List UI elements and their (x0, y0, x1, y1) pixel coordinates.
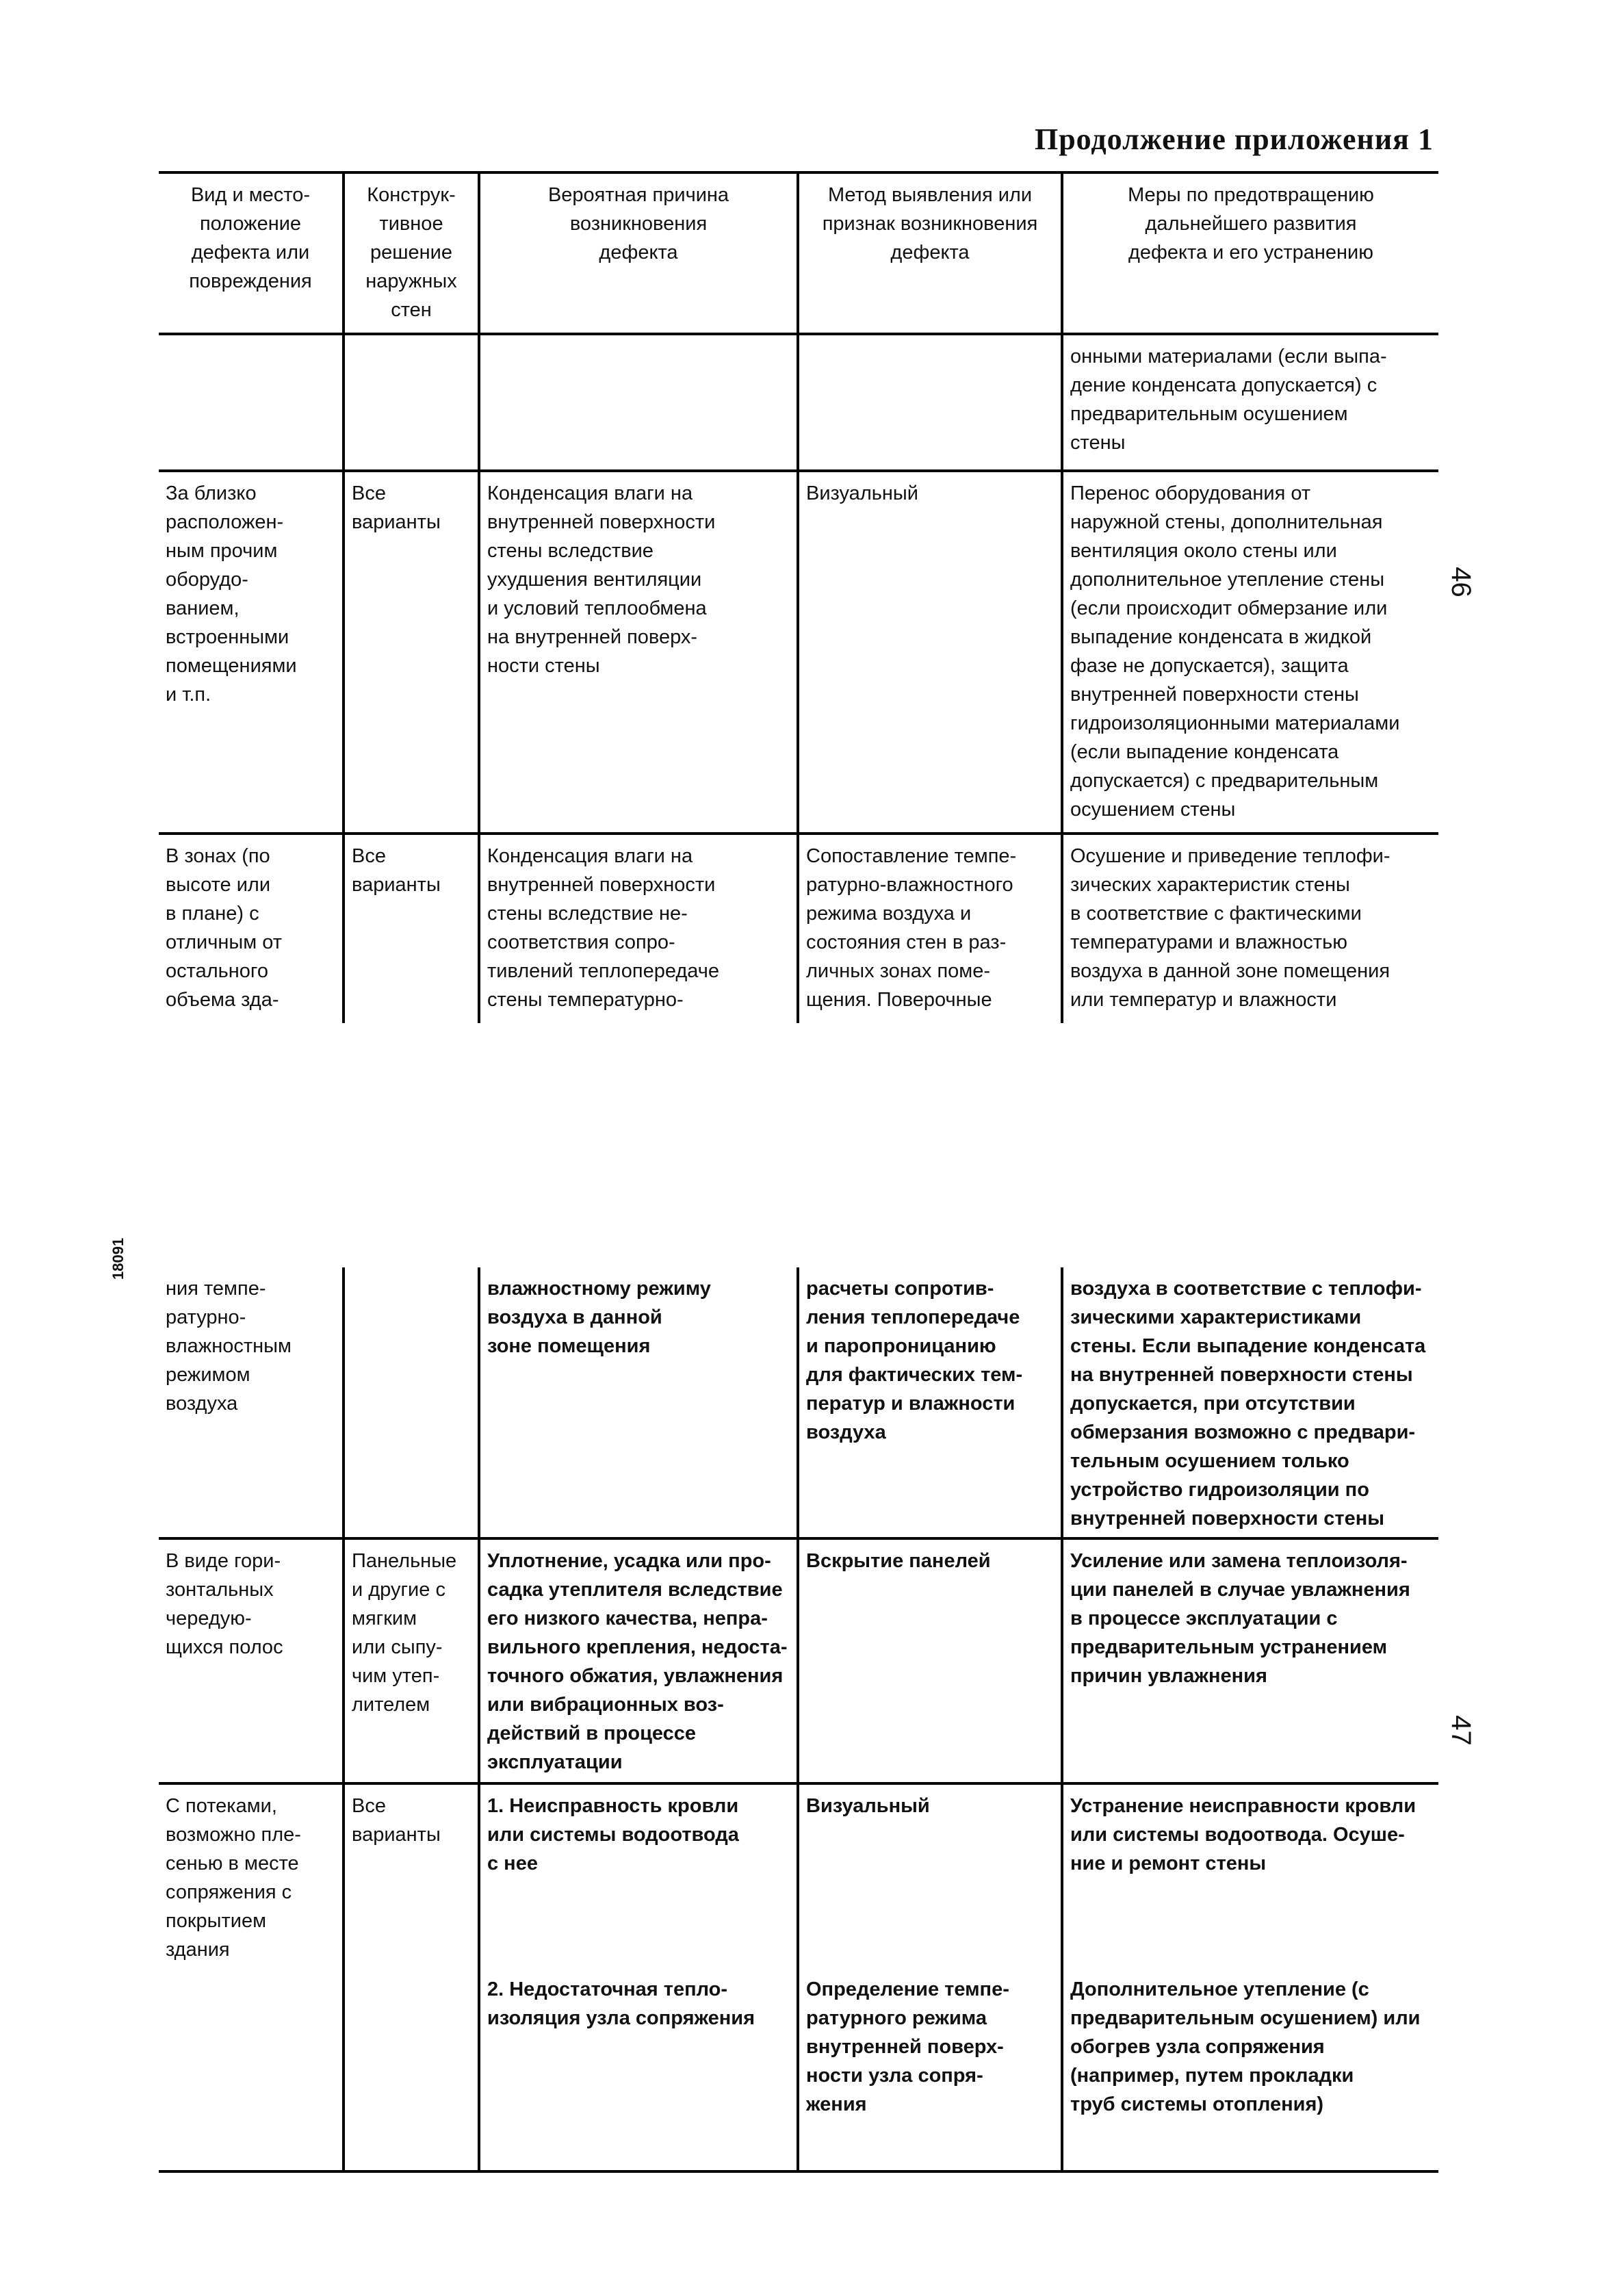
cell-construction: Все варианты (344, 471, 479, 834)
table-row (159, 1968, 1438, 2171)
cell-method (798, 334, 1062, 471)
table-row (159, 334, 1438, 471)
table-header-row (159, 172, 1438, 334)
table-row (159, 1267, 1438, 1538)
cell-cause: Уплотнение, усадка или про- садка утеплителя вследствие его низкого качества, непра- вильного крепления, недоста- точного обжатия, увлажнения или вибрационных воз- действий в процессе эксплуатации (479, 1538, 798, 1783)
cell-construction (344, 1968, 479, 2171)
cell-location (159, 1968, 344, 2171)
cell-cause (479, 334, 798, 471)
cell-cause: 1. Неисправность кровли или системы водоотвода с нее (479, 1783, 798, 1968)
cell-construction: Все варианты (344, 834, 479, 1023)
header-prevention-measures: Меры по предотвращению дальнейшего развития дефекта и его устранению (1062, 172, 1438, 334)
cell-method: Определение темпе- ратурного режима внутренней поверх- ности узла сопря- жения (798, 1968, 1062, 2171)
cell-measures: Устранение неисправности кровли или системы водоотвода. Осуше- ние и ремонт стены (1062, 1783, 1438, 1968)
cell-measures: онными материалами (если выпа- дение конденсата допускается) с предварительным осушением стены (1062, 334, 1438, 471)
cell-method: Визуальный (798, 1783, 1062, 1968)
cell-measures: Усиление или замена теплоизоля- ции панелей в случае увлажнения в процессе эксплуатации с предварительным устранением причин увлажнения (1062, 1538, 1438, 1783)
table-row (159, 1783, 1438, 1968)
header-wall-construction: Конструк- тивное решение наружных стен (344, 172, 479, 334)
defects-table-upper (159, 171, 1438, 1023)
cell-method: расчеты сопротив- ления теплопередаче и паропроницанию для фактических тем- ператур и влажности воздуха (798, 1267, 1062, 1538)
cell-cause: 2. Недостаточная тепло- изоляция узла сопряжения (479, 1968, 798, 2171)
header-probable-cause: Вероятная причина возникновения дефекта (479, 172, 798, 334)
cell-method: Сопоставление темпе- ратурно-влажностного режима воздуха и состояния стен в раз- личных зонах поме- щения. Поверочные (798, 834, 1062, 1023)
header-detection-method: Метод выявления или признак возникновения дефекта (798, 172, 1062, 334)
defects-table-lower (159, 1267, 1438, 2173)
table-row (159, 471, 1438, 834)
table-row (159, 1538, 1438, 1783)
cell-location: В виде гори- зонтальных чередую- щихся полос (159, 1538, 344, 1783)
cell-measures: Дополнительное утепление (с предварительным осушением) или обогрев узла сопряжения (например, путем прокладки труб системы отопления) (1062, 1968, 1438, 2171)
cell-measures: Перенос оборудования от наружной стены, дополнительная вентиляция около стены или дополнительное утепление стены (если происходит обмерзание или выпадение конденсата в жидкой фазе не допускается), защита внутренней поверхности стены гидроизоляционными материалами (если выпадение конденсата допускается) с предварительным осушением стены (1062, 471, 1438, 834)
cell-location: За близко расположен- ным прочим оборудо- ванием, встроенными помещениями и т.п. (159, 471, 344, 834)
cell-measures: воздуха в соответствие с теплофи- зическими характеристиками стены. Если выпадение конденсата на внутренней поверхности стены допускается, при отсутствии обмерзания возможно с предвари- тельным осушением только устройство гидроизоляции по внутренней поверхности стены (1062, 1267, 1438, 1538)
page-number-bottom: 47 (1445, 1715, 1476, 1746)
cell-location: ния темпе- ратурно- влажностным режимом воздуха (159, 1267, 344, 1538)
cell-construction (344, 334, 479, 471)
cell-method: Вскрытие панелей (798, 1538, 1062, 1783)
cell-measures: Осушение и приведение теплофи- зических характеристик стены в соответствие с фактическими температурами и влажностью воздуха в данной зоне помещения или температур и влажности (1062, 834, 1438, 1023)
cell-cause: влажностному режиму воздуха в данной зоне помещения (479, 1267, 798, 1538)
cell-location: В зонах (по высоте или в плане) с отличным от остального объема зда- (159, 834, 344, 1023)
page-title: Продолжение приложения 1 (1034, 122, 1434, 156)
table-row (159, 834, 1438, 1023)
side-code: 18091 (109, 1237, 127, 1280)
cell-location (159, 334, 344, 471)
cell-cause: Конденсация влаги на внутренней поверхности стены вследствие не- соответствия сопро- тивлений теплопередаче стены температурно- (479, 834, 798, 1023)
cell-construction: Все варианты (344, 1783, 479, 1968)
header-defect-location: Вид и место- положение дефекта или повреждения (159, 172, 344, 334)
cell-method: Визуальный (798, 471, 1062, 834)
cell-cause: Конденсация влаги на внутренней поверхности стены вследствие ухудшения вентиляции и условий теплообмена на внутренней поверх- ности стены (479, 471, 798, 834)
page-number-top: 46 (1445, 567, 1476, 597)
cell-construction: Панельные и другие с мягким или сыпу- чим утеп- лителем (344, 1538, 479, 1783)
cell-construction (344, 1267, 479, 1538)
cell-location: С потеками, возможно пле- сенью в месте сопряжения с покрытием здания (159, 1783, 344, 1968)
